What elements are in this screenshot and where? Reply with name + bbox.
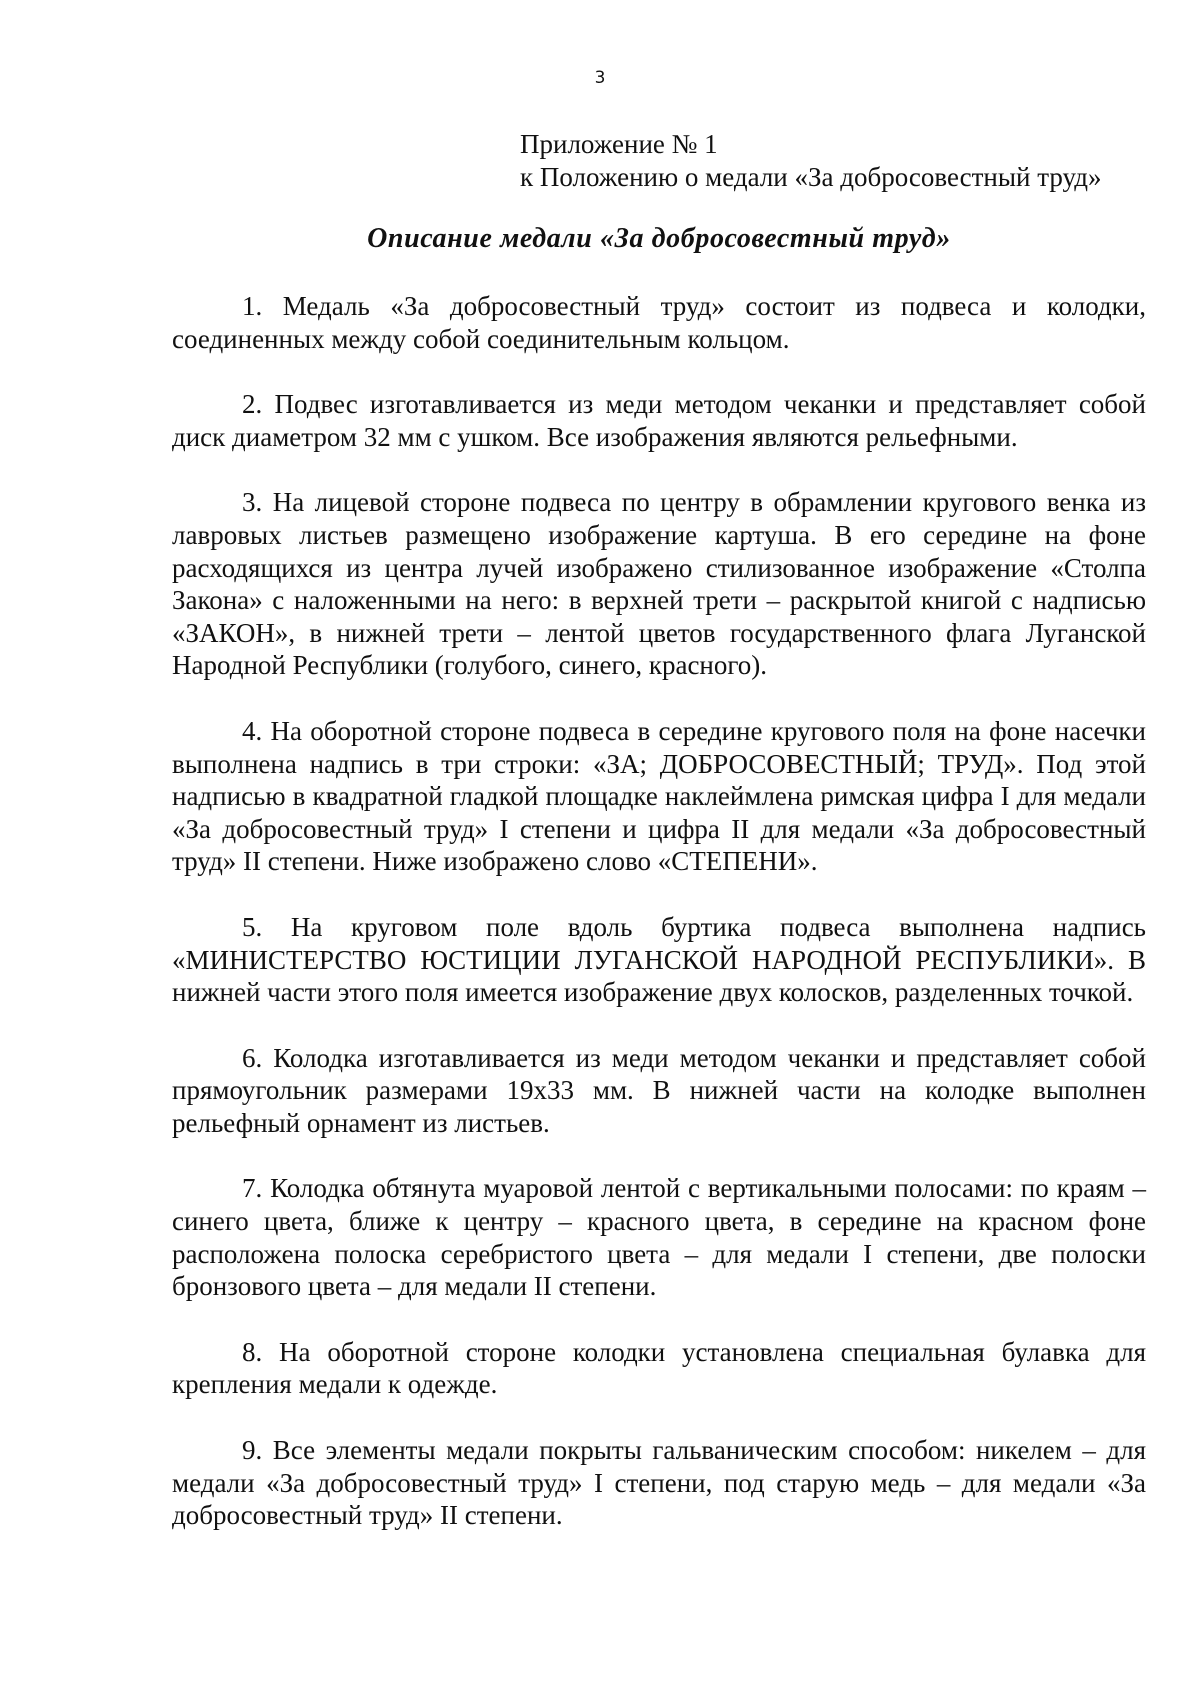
paragraph-7: 7. Колодка обтянута муаровой лентой с вертикальными полосами: по краям – синего цвета, ближе к центру – красного цвета, в середине на красном фоне расположена полоска серебристого цвета – для медали I степени, две полоски бронзового цвета – для медали II степени.	[172, 1173, 1146, 1302]
paragraph-4: 4. На оборотной стороне подвеса в середине кругового поля на фоне насечки выполнена надпись в три строки: «ЗА; ДОБРОСОВЕСТНЫЙ; ТРУД». Под этой надписью в квадратной гладкой площадке наклеймлена римская цифра I для медали «За добросовестный труд» I степени и цифра II для медали «За добросовестный труд» II степени. Ниже изображено слово «СТЕПЕНИ».	[172, 715, 1146, 877]
paragraph-5: 5. На круговом поле вдоль буртика подвеса выполнена надпись «МИНИСТЕРСТВО ЮСТИЦИИ ЛУГАНСКОЙ НАРОДНОЙ РЕСПУБЛИКИ». В нижней части этого поля имеется изображение двух колосков, разделенных точкой.	[172, 911, 1146, 1008]
appendix-header	[520, 128, 1160, 194]
appendix-line-1: Приложение № 1	[520, 129, 718, 159]
paragraph-1: 1. Медаль «За добросовестный труд» состоит из подвеса и колодки, соединенных между собой соединительным кольцом.	[172, 291, 1146, 354]
paragraph-8: 8. На оборотной стороне колодки установлена специальная булавка для крепления медали к одежде.	[172, 1336, 1146, 1400]
paragraph-9: 9. Все элементы медали покрыты гальваническим способом: никелем – для медали «За добросовестный труд» I степени, под старую медь – для медали «За добросовестный труд» II степени.	[172, 1435, 1146, 1531]
paragraph-2: 2. Подвес изготавливается из меди методом чеканки и представляет собой диск диаметром 32 мм с ушком. Все изображения являются рельефными.	[172, 389, 1146, 452]
document-body	[172, 290, 1146, 1565]
paragraph-6: 6. Колодка изготавливается из меди методом чеканки и представляет собой прямоугольник размерами 19х33 мм. В нижней части на колодке выполнен рельефный орнамент из листьев.	[172, 1042, 1146, 1138]
page-number: 3	[594, 68, 606, 88]
appendix-line-2: к Положению о медали «За добросовестный труд»	[520, 162, 1102, 192]
paragraph-3: 3. На лицевой стороне подвеса по центру в обрамлении кругового венка из лавровых листьев размещено изображение картуша. В его середине на фоне расходящихся из центра лучей изображено стилизованное изображение «Столпа Закона» с наложенными на него: в верхней трети – раскрытой книгой с надписью «ЗАКОН», в нижней трети – лентой цветов государственного флага Луганской Народной Республики (голубого, синего, красного).	[172, 487, 1146, 681]
document-title: Описание медали «За добросовестный труд»	[367, 223, 951, 254]
